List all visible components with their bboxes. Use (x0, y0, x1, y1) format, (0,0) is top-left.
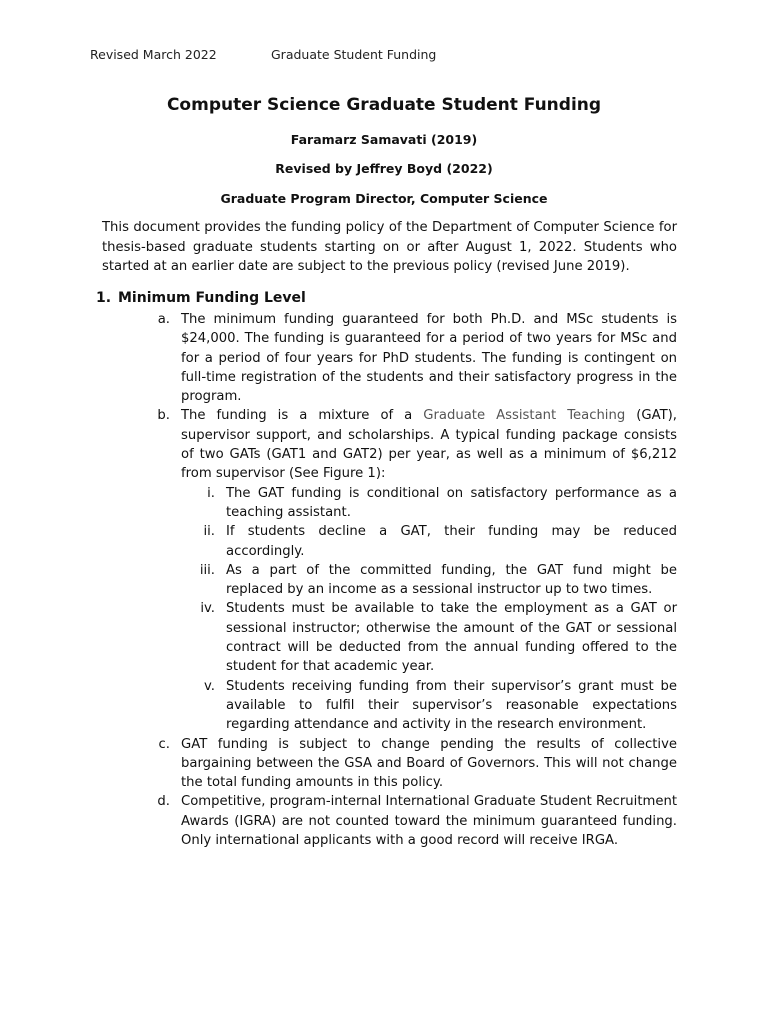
sub-list-item (150, 484, 677, 523)
intro-paragraph: This document provides the funding policy of the Department of Computer Science for thesis-based graduate students starting on or after August 1, 2022. Students who started at an earlier date are subject to the previous policy (revised June 2019). (102, 220, 677, 274)
sub-list-marker: v. (204, 678, 215, 694)
list-marker: c. (158, 736, 170, 752)
list-item-text-after: (GAT), supervisor support, and scholarships. A typical funding package consists of two GATs (GAT1 and GAT2) per year, as well as a minimum of $6,212 from supervisor (See Figure 1): (181, 408, 677, 482)
list-item (150, 792, 677, 850)
header-revision-date: Revised March 2022 (90, 47, 217, 62)
sub-list-item-text: If students decline a GAT, their funding may be reduced accordingly. (226, 524, 677, 559)
header-document-title: Graduate Student Funding (271, 47, 437, 62)
sub-list-marker: iii. (199, 562, 215, 578)
list-item-text: The minimum funding guaranteed for both Ph.D. and MSc students is $24,000. The funding is guaranteed for a period of two years for MSc and for a period of four years for PhD students. The funding is contingent on full-time registration of the students and their satisfactory progress in the program. (181, 312, 677, 405)
sub-list-marker: iv. (200, 601, 215, 617)
sub-list-item-text: Students receiving funding from their supervisor’s grant must be available to fulfil their supervisor’s reasonable expectations regarding attendance and activity in the research environment. (226, 678, 677, 733)
sub-list-item (150, 599, 677, 676)
list-item-text: Competitive, program-internal International Graduate Student Recruitment Awards (IGRA) are not counted toward the minimum guaranteed funding. Only international applicants with a good record will receive IRGA. (181, 794, 677, 849)
document-title: Computer Science Graduate Student Funding (166, 95, 602, 115)
reviser-line: Revised by Jeffrey Boyd (2022) (275, 161, 493, 176)
sub-list-item-text: Students must be available to take the employment as a GAT or sessional instructor; otherwise the amount of the GAT or sessional contract will be deducted from the annual funding offered to the student for that academic year. (226, 601, 677, 675)
sub-list-item (150, 522, 677, 561)
sub-list-item-text: As a part of the committed funding, the GAT fund might be replaced by an income as a sessional instructor up to two times. (226, 562, 677, 598)
list-item (150, 310, 677, 406)
sub-list-item (150, 561, 677, 600)
list-item-text: GAT funding is subject to change pending the results of collective bargaining between the GSA and Board of Governors. This will not change the total funding amounts in this policy. (181, 736, 677, 791)
role-line: Graduate Program Director, Computer Science (220, 191, 548, 206)
list-item (150, 735, 677, 793)
list-marker: a. (157, 312, 170, 327)
funding-list (150, 310, 677, 850)
author-line: Faramarz Samavati (2019) (290, 132, 478, 147)
section-number: 1. (96, 290, 112, 306)
sub-list-item-text: The GAT funding is conditional on satisfactory performance as a teaching assistant. (226, 485, 677, 520)
list-marker: b. (157, 408, 170, 424)
sub-list-marker: ii. (203, 524, 215, 540)
list-item (150, 406, 677, 483)
sub-list-item (150, 677, 677, 735)
gat-conditions-list (150, 484, 677, 735)
list-item-text-before: The funding is a mixture of a (181, 408, 424, 424)
list-marker: d. (157, 794, 170, 810)
gat-link[interactable]: Graduate Assistant Teaching (423, 408, 626, 424)
section-heading (96, 290, 306, 306)
section-title: Minimum Funding Level (118, 290, 306, 306)
sub-list-marker: i. (207, 485, 215, 501)
